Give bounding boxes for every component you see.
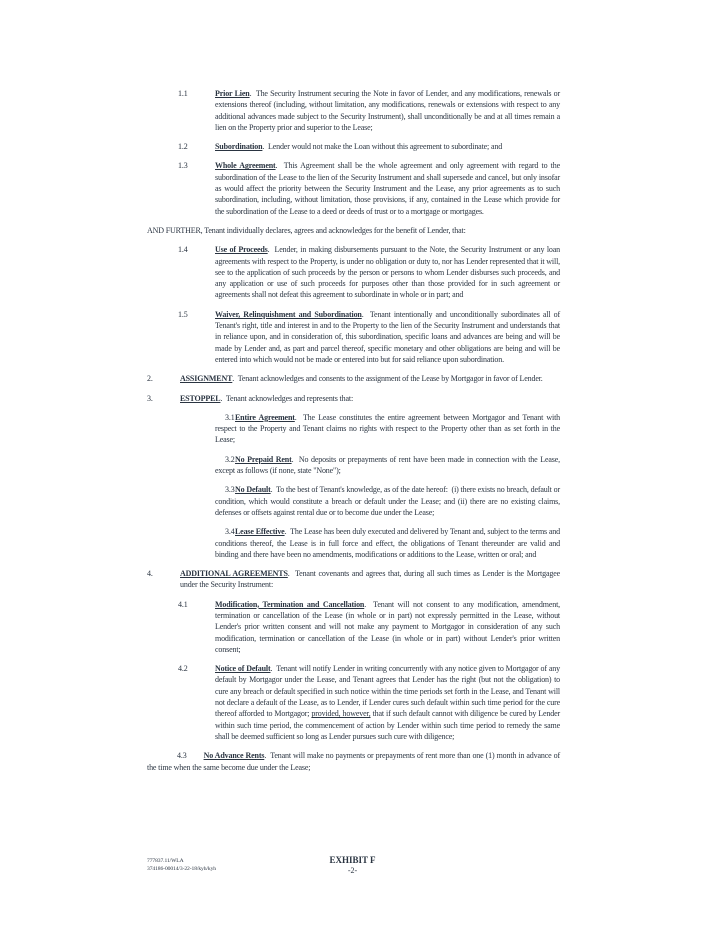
section-number: 3. — [147, 393, 153, 403]
paragraph-text: The Lease has been duly executed and delivered by Tenant and, subject to the terms and conditions thereof, the Lease is in full force and effect, the obligations of Tenant thereunder are valid and binding and there have been no amendments, modifications or additions to the Lease, written or oral; and — [215, 527, 562, 559]
paragraph-text: Lender, in making disbursements pursuant to the Note, the Security Instrument or any loan agreements with respect to the Property, is under no obligation or duty to, nor has Lender represented that it will, see to the application of such proceeds by the person or persons to whom Lender disburses such proceeds, and any application or use of such proceeds for purposes other than those provided for in such agreement or agreements shall not defeat this agreement to subordinate in whole or in part; and — [215, 245, 562, 300]
section-number: 3.3 — [225, 485, 235, 495]
section-heading: Waiver, Relinquishment and Subordination — [215, 309, 362, 319]
paragraph-text: Lender would not make the Loan without this agreement to subordinate; and — [267, 142, 503, 152]
exhibit-label: EXHIBIT F — [329, 855, 376, 865]
section-number: 1.1 — [178, 89, 188, 98]
paragraph-1.4 — [147, 244, 560, 300]
paragraph-text: Tenant will make no payments or prepayments of rent more than one (1) month in advance of the time when the same become due under the Lease; — [147, 751, 562, 772]
heading-separator: . — [232, 374, 238, 384]
section-number: 3.2 — [225, 454, 235, 464]
heading-separator: . — [270, 485, 277, 495]
paragraph-2 — [147, 373, 560, 384]
paragraph-4 — [147, 568, 560, 591]
paragraph-3.1 — [147, 412, 560, 446]
underlined-text: provided, however, — [311, 709, 371, 719]
heading-separator: . — [264, 751, 271, 761]
section-number: 1.5 — [178, 309, 188, 319]
document-id-line1: 777837.11/WLA — [147, 858, 184, 864]
section-number: 4.2 — [178, 664, 188, 674]
paragraph-text: The Lease constitutes the entire agreement between Mortgagor and Tenant with respect to the Property and Tenant claims no rights with respect to the Property other than as set forth in the Lease; — [215, 412, 562, 445]
section-heading: Use of Proceeds — [215, 245, 268, 255]
paragraph-text: To the best of Tenant's knowledge, as of the date hereof: (i) there exists no breach, default or condition, which would constitute a breach or default under the Lease; and (ii) there are no existing claims, defenses or offsets against rental due or to become due under the Lease; — [215, 485, 562, 517]
exhibit-footer-block — [0, 855, 705, 876]
heading-separator: . — [364, 599, 374, 609]
heading-separator: . — [284, 527, 291, 537]
clause-paragraph — [147, 225, 560, 236]
section-heading: No Prepaid Rent — [235, 454, 292, 464]
document-body — [147, 88, 560, 781]
section-number: 4.3 — [177, 751, 187, 761]
paragraph-text: This Agreement shall be the whole agreement and only agreement with regard to the subordination of the Lease to the lien of the Security Instrument and shall supersede and cancel, but only insofar as would affect the priority between the Security Instrument and the Lease, any prior agreements as to such subordination, including, without limitation, those provisions, if any, contained in the Lease which provide for the subordination of the Lease to a deed or deeds of trust or to a mortgage or mortgages. — [215, 161, 562, 216]
heading-separator: . — [220, 393, 226, 403]
paragraph-4.3 — [147, 750, 560, 773]
section-heading: Lease Effective — [235, 527, 285, 537]
section-number: 3.4 — [225, 527, 235, 537]
heading-separator: . — [262, 142, 268, 152]
paragraph-4.2 — [147, 663, 560, 742]
paragraph-1.2 — [147, 141, 560, 152]
paragraph-text: Tenant will notify Lender in writing concurrently with any notice given to Mortgagor of any default by Mortgagor under the Lease, and Tenant agrees that Lender has the right (but not the obligation) to cure any breach or default specified in such notice within the time periods set forth in the Lease, and Tenant will not declare a default of the Lease, as to Lender, if Lender cures such default within such time period for the cure thereof afforded to Mortgagor; — [215, 664, 562, 719]
heading-separator: . — [275, 161, 284, 171]
section-number: 4. — [147, 569, 153, 579]
heading-separator: . — [287, 569, 295, 579]
paragraph-1.3 — [147, 160, 560, 216]
section-heading: Whole Agreement — [215, 161, 276, 171]
heading-separator: . — [267, 245, 275, 255]
section-heading: Prior Lien — [215, 89, 250, 98]
paragraph-text: No deposits or prepayments of rent have been made in connection with the Lease, except as follows (if none, state "None"); — [215, 454, 562, 476]
paragraph-text: Tenant intentionally and unconditionally subordinates all of Tenant's right, title and interest in and to the Property to the lien of the Security Instrument and understands that in reliance upon, and in consideration of, this subordination, specific loans and advances are being and will be made by Lender and, as part and parcel thereof, specific monetary and other obligations are being and will be entered into which would not be made or entered into but for said reliance upon subordination. — [215, 309, 562, 364]
section-heading: No Default — [235, 485, 271, 495]
section-heading: Modification, Termination and Cancellation — [215, 599, 365, 609]
paragraph-3.3 — [147, 484, 560, 518]
heading-separator: . — [249, 89, 256, 98]
section-heading: Notice of Default — [215, 664, 271, 674]
document-id-line2: 374186-00014/3-22-18/kyh/kyh — [147, 865, 216, 872]
section-heading: No Advance Rents — [203, 751, 265, 761]
paragraph-3.4 — [147, 526, 560, 560]
paragraph-3.2 — [147, 454, 560, 477]
section-heading: ADDITIONAL AGREEMENTS — [180, 569, 288, 579]
paragraph-text: Tenant will not consent to any modification, amendment, termination or cancellation of the Lease (in whole or in part) not expressly permitted in the Lease, without Lender's prior written consent and will not make any payment to Mortgagor in consideration of any such modification, termination or cancellation of the Lease (in whole or in part) without Lender's prior written consent; — [215, 599, 562, 654]
paragraph-1.1 — [147, 88, 560, 133]
heading-separator: . — [361, 309, 370, 319]
paragraph-text: The Security Instrument securing the Note in favor of Lender, and any modifications, renewals or extensions thereof (including, without limitation, any modifications, renewals or extensions with respect to any additional advances made subject to the Security Instrument), shall unconditionally be and at all times remain a lien on the Property prior and superior to the Lease; — [215, 89, 562, 132]
section-heading: Subordination — [215, 142, 263, 152]
paragraph-text: that if such default cannot with diligence be cured by Lender within such time period, the commencement of action by Lender within such time period to remedy the same shall be deemed sufficient so long as Lender pursues such cure with diligence; — [215, 709, 562, 741]
heading-separator: . — [294, 412, 303, 422]
page-number: -2- — [347, 866, 358, 875]
section-number: 1.4 — [178, 245, 188, 255]
section-heading: ASSIGNMENT — [180, 374, 233, 384]
paragraph-4.1 — [147, 599, 560, 655]
paragraph-3 — [147, 393, 560, 404]
section-number: 1.2 — [178, 142, 188, 152]
heading-separator: . — [291, 454, 299, 464]
section-number: 4.1 — [178, 599, 188, 609]
section-number: 3.1 — [225, 412, 235, 422]
paragraph-text: Tenant acknowledges and represents that: — [225, 393, 354, 403]
paragraph-text: AND FURTHER, Tenant individually declares, agrees and acknowledges for the benefit of Lender, that: — [147, 225, 466, 235]
section-number: 2. — [147, 374, 153, 384]
section-heading: Entire Agreement — [235, 412, 295, 422]
paragraph-1.5 — [147, 309, 560, 365]
section-number: 1.3 — [178, 161, 188, 171]
paragraph-text: Tenant acknowledges and consents to the assignment of the Lease by Mortgagor in favor of Lender. — [237, 374, 543, 384]
heading-separator: . — [270, 664, 277, 674]
paragraph-text: Tenant covenants and agrees that, during all such times as Lender is the Mortgagee under the Security Instrument: — [180, 569, 562, 590]
section-heading: ESTOPPEL — [180, 393, 221, 403]
